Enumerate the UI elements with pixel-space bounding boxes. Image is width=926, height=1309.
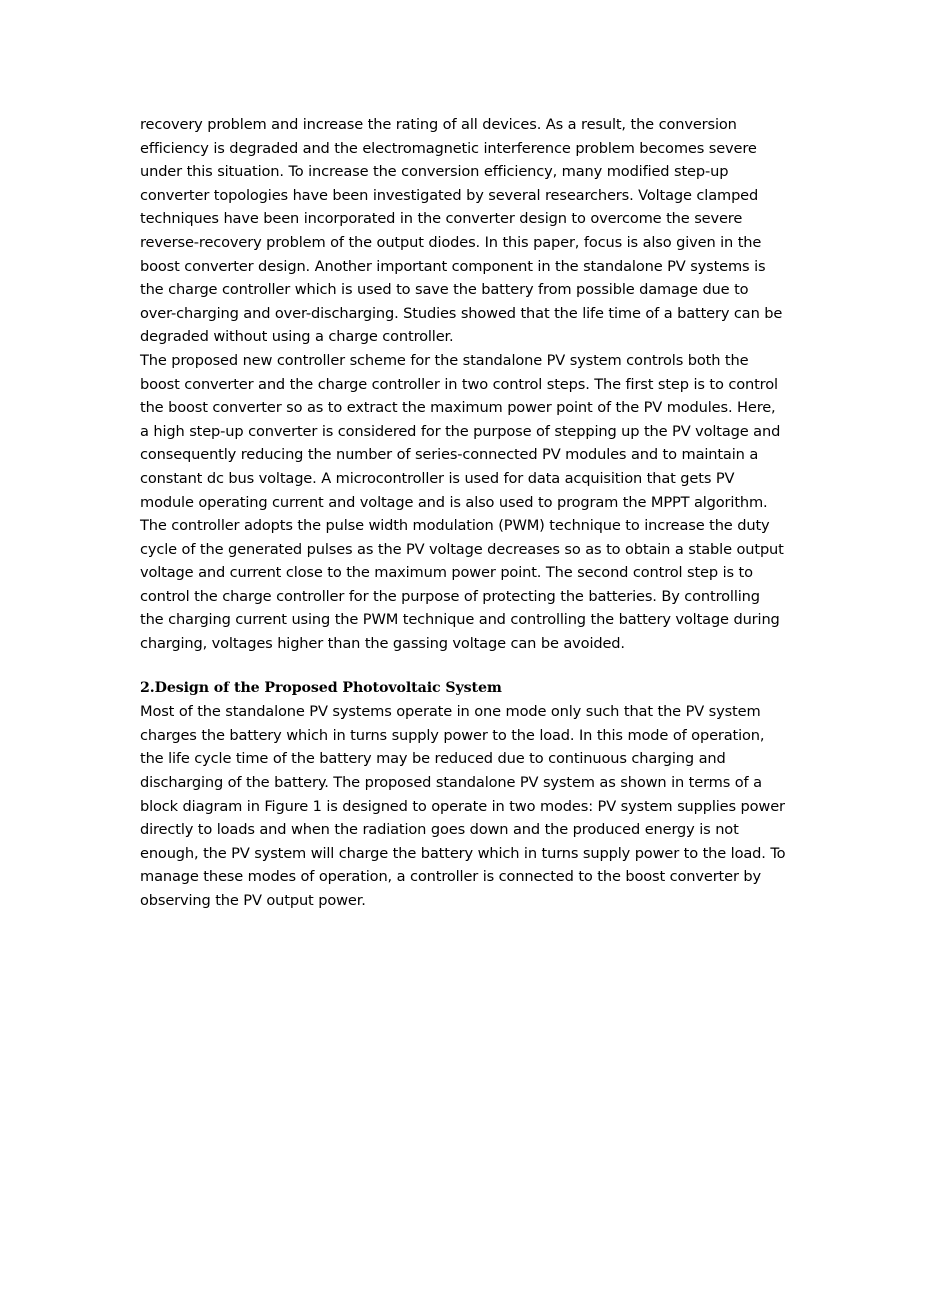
section-heading-design-of-proposed-photovoltaic-system: 2.Design of the Proposed Photovoltaic System bbox=[140, 679, 502, 696]
paragraph-continuation: recovery problem and increase the rating of all devices. As a result, the conversion efficiency is degraded and the electromagnetic interference problem becomes severe under this situation. To increase the conversion efficiency, many modified step-up converter topologies have been investigated by several researchers. Voltage clamped techniques have been incorporated in the converter design to overcome the severe reverse-recovery problem of the output diodes. In this paper, focus is also given in the boost converter design. Another important component in the standalone PV systems is the charge controller which is used to save the battery from possible damage due to over-charging and over-discharging. Studies showed that the life time of a battery can be degraded without using a charge controller. bbox=[140, 116, 783, 346]
paragraph-proposed-controller-scheme: The proposed new controller scheme for the standalone PV system controls both the boost converter and the charge controller in two control steps. The first step is to control the boost converter so as to extract the maximum power point of the PV modules. Here, a high step-up converter is considered for the purpose of stepping up the PV voltage and consequently reducing the number of series-connected PV modules and to maintain a constant dc bus voltage. A microcontroller is used for data acquisition that gets PV module operating current and voltage and is also used to program the MPPT algorithm. The controller adopts the pulse width modulation (PWM) technique to increase the duty cycle of the generated pulses as the PV voltage decreases so as to obtain a stable output voltage and current close to the maximum power point. The second control step is to control the charge controller for the purpose of protecting the batteries. By controlling the charging current using the PWM technique and controlling the battery voltage during charging, voltages higher than the gassing voltage can be avoided. bbox=[140, 351, 784, 653]
paragraph-section-body: Most of the standalone PV systems operate in one mode only such that the PV system charges the battery which in turns supply power to the load. In this mode of operation, the life cycle time of the battery may be reduced due to continuous charging and discharging of the battery. The proposed standalone PV system as shown in terms of a block diagram in Figure 1 is designed to operate in two modes: PV system supplies power directly to loads and when the radiation goes down and the produced energy is not enough, the PV system will charge the battery which in turns supply power to the load. To manage these modes of operation, a controller is connected to the boost converter by observing the PV output power. bbox=[140, 703, 786, 909]
